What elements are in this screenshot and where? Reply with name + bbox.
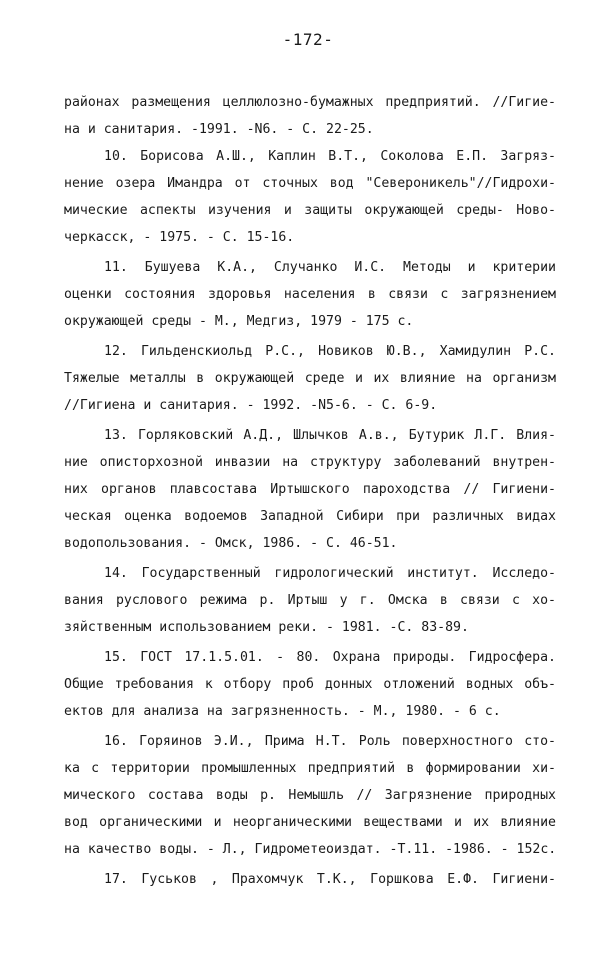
- reference-12-start: 12. Гильденскиольд Р.С., Новиков Ю.В., Хамидулин Р.С.: [104, 344, 556, 359]
- text-line: окружающей среды - М., Медгиз, 1979 - 175 с.: [64, 314, 414, 329]
- text-line: на качество воды. - Л., Гидрометеоиздат. -Т.11. -1986. - 152с.: [64, 842, 557, 857]
- reference-11-start: 11. Бушуева К.А., Случанко И.С. Методы и критерии: [104, 260, 556, 275]
- reference-16-start: 16. Горяинов Э.И., Прима Н.Т. Роль поверхностного сто-: [104, 734, 556, 749]
- text-line: ка с территории промышленных предприятий в формировании хи-: [64, 761, 556, 776]
- reference-14-start: 14. Государственный гидрологический институт. Исследо-: [104, 566, 556, 581]
- text-line: на и санитария. -1991. -N6. - С. 22-25.: [64, 122, 374, 137]
- text-line: районах размещения целлюлозно-бумажных предприятий. //Гигие-: [64, 95, 556, 110]
- text-line: ние описторхозной инвазии на структуру заболеваний внутрен-: [64, 455, 556, 470]
- text-line: мического состава воды р. Немышль // Загрязнение природных: [64, 788, 556, 803]
- text-line: нение озера Имандра от сточных вод "Североникель"//Гидрохи-: [64, 176, 556, 191]
- text-line: ческая оценка водоемов Западной Сибири при различных видах: [64, 509, 556, 524]
- text-line: черкасск, - 1975. - С. 15-16.: [64, 230, 295, 245]
- reference-10-start: 10. Борисова А.Ш., Каплин В.Т., Соколова Е.П. Загряз-: [104, 149, 556, 164]
- text-line: мические аспекты изучения и защиты окружающей среды- Ново-: [64, 203, 556, 218]
- reference-15-start: 15. ГОСТ 17.1.5.01. - 80. Охрана природы. Гидросфера.: [104, 650, 556, 665]
- text-line: оценки состояния здоровья населения в связи с загрязнением: [64, 287, 556, 302]
- text-line: вания руслового режима р. Иртыш у г. Омска в связи с хо-: [64, 593, 556, 608]
- text-line: //Гигиена и санитария. - 1992. -N5-6. - С. 6-9.: [64, 398, 438, 413]
- text-line: вод органическими и неорганическими веществами и их влияние: [64, 815, 556, 830]
- text-line: Общие требования к отбору проб донных отложений водных объ-: [64, 677, 556, 692]
- text-line: них органов плавсостава Иртышского пароходства // Гигиени-: [64, 482, 556, 497]
- text-line: водопользования. - Омск, 1986. - С. 46-51.: [64, 536, 398, 551]
- reference-13-start: 13. Горляковский А.Д., Шлычков А.в., Бутурик Л.Г. Влия-: [104, 428, 556, 443]
- page-number: -172-: [282, 30, 334, 49]
- text-line: зяйственным использованием реки. - 1981. -С. 83-89.: [64, 620, 469, 635]
- text-line: ектов для анализа на загрязненность. - М., 1980. - 6 с.: [64, 704, 501, 719]
- reference-17-start: 17. Гуськов , Прахомчук Т.К., Горшкова Е.Ф. Гигиени-: [104, 872, 556, 887]
- text-line: Тяжелые металлы в окружающей среде и их влияние на организм: [64, 371, 556, 386]
